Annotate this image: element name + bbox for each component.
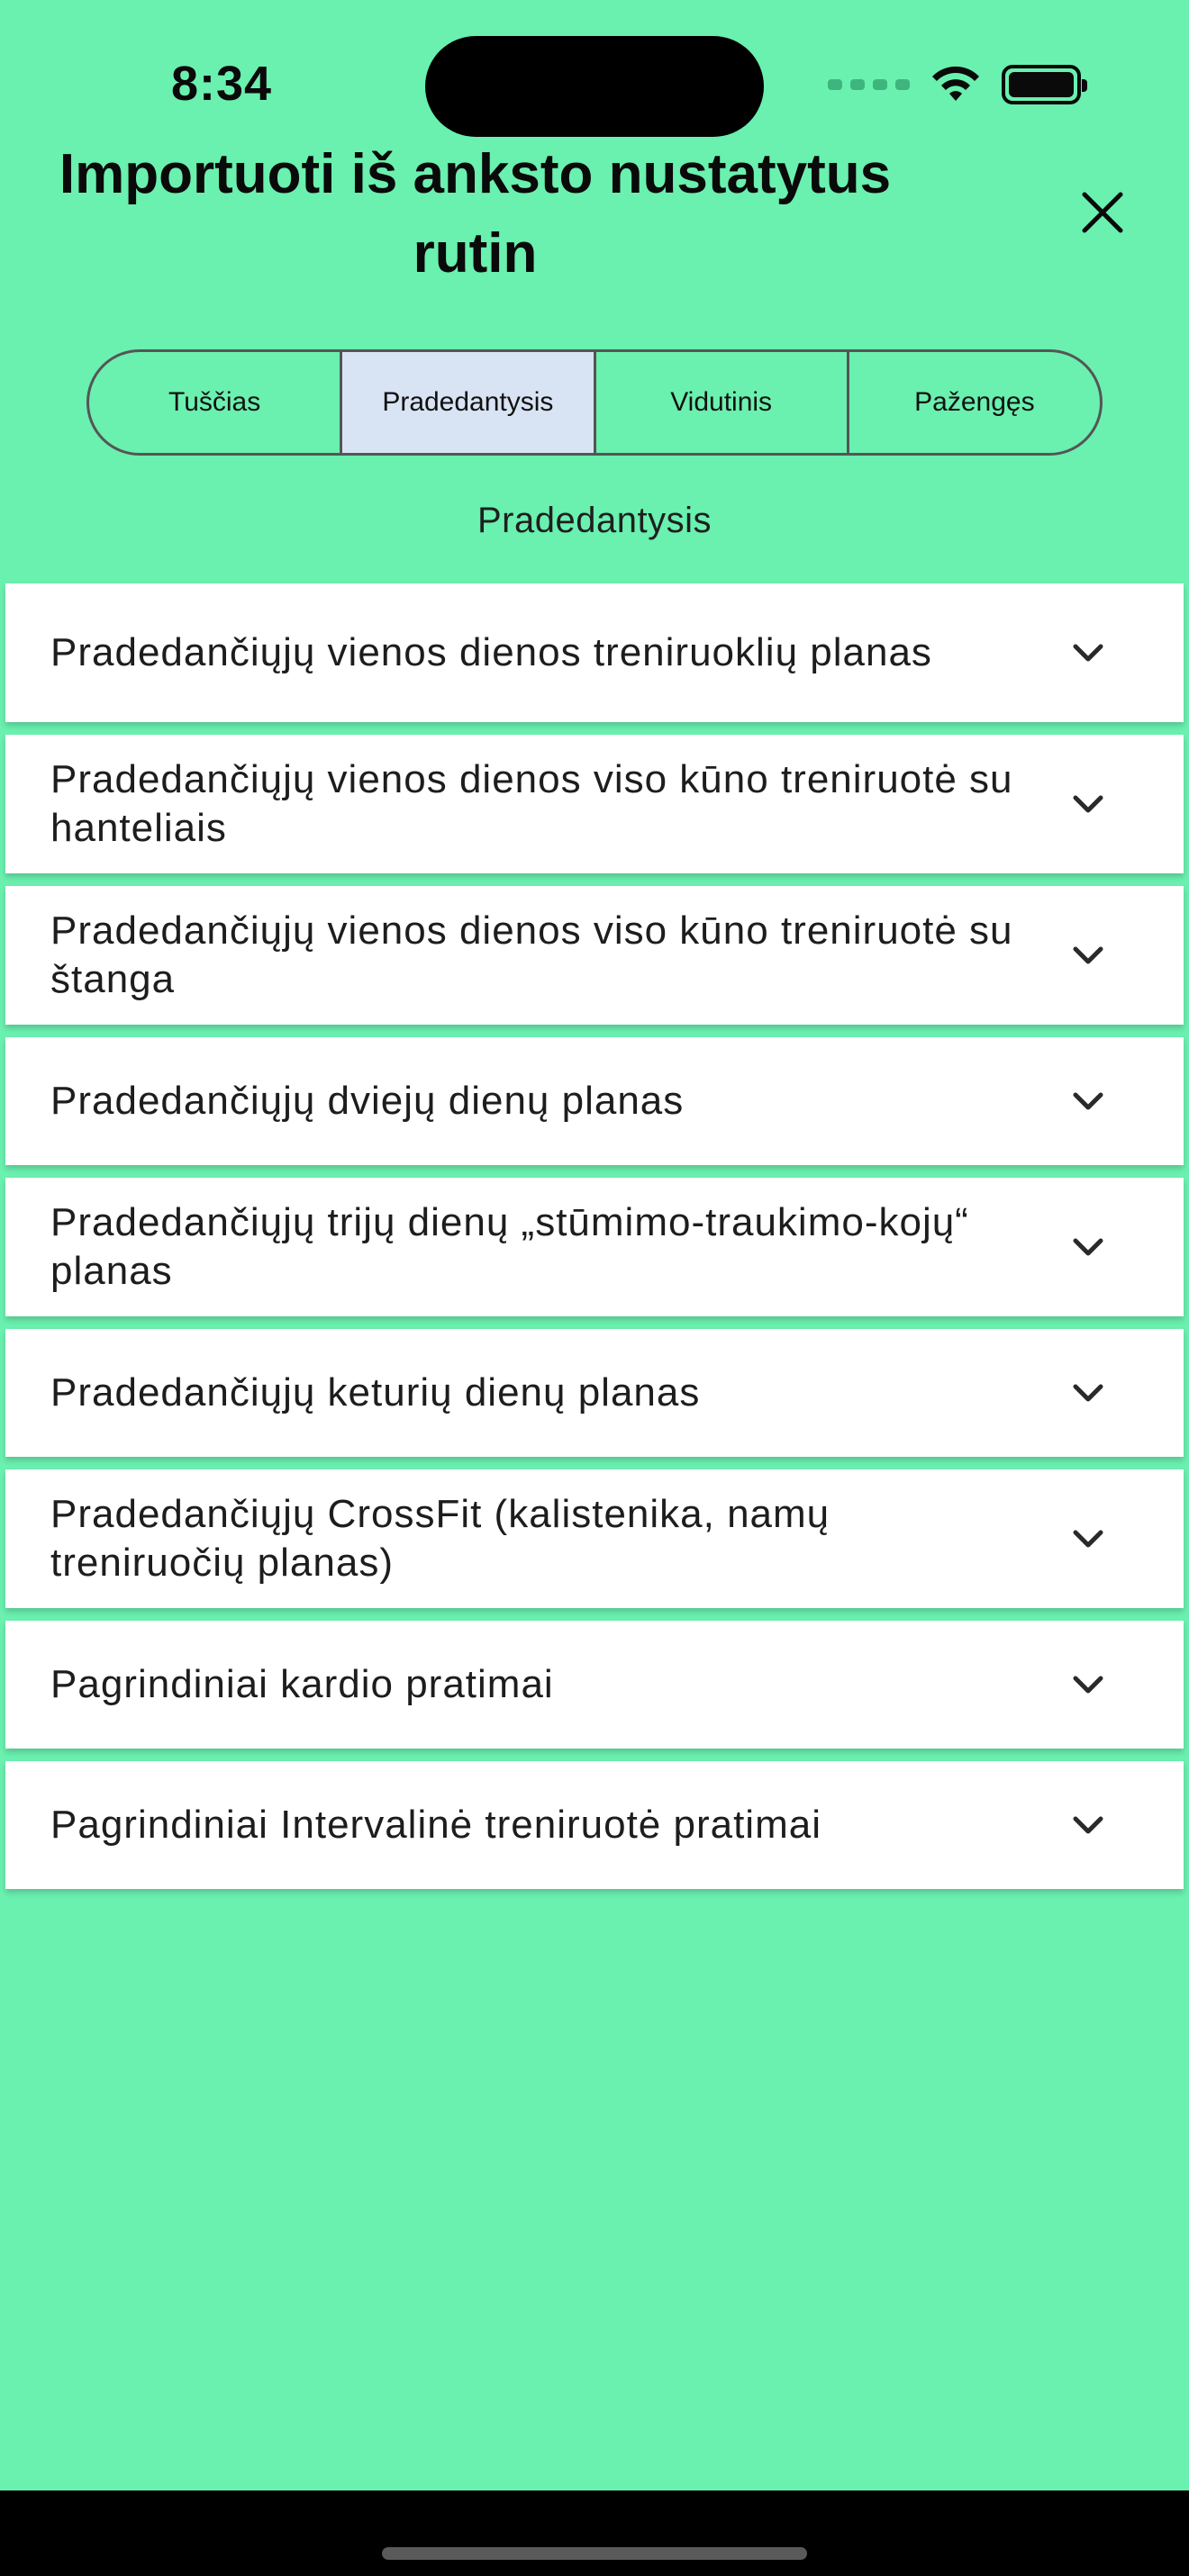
routine-item-label: Pradedančiųjų CrossFit (kalistenika, namų treniruočių planas) — [50, 1492, 830, 1585]
close-icon — [1081, 191, 1124, 234]
home-bar-area — [0, 2490, 1189, 2576]
chevron-down-icon[interactable] — [1070, 1667, 1106, 1703]
status-icons — [828, 65, 1081, 104]
routine-item-label: Pradedančiųjų dviejų dienų planas — [50, 1079, 685, 1123]
routine-item-label: Pradedančiųjų keturių dienų planas — [50, 1370, 701, 1415]
section-label: Pradedantysis — [477, 501, 712, 540]
page-title: Importuoti iš anksto nustatytus rutin — [59, 143, 892, 285]
chevron-down-icon[interactable] — [1070, 786, 1106, 822]
routine-item-label: Pradedančiųjų vienos dienos treniruoklių planas — [50, 630, 932, 674]
routine-item[interactable] — [5, 1329, 1184, 1457]
tab-empty[interactable]: Tuščias — [89, 352, 342, 453]
routine-item[interactable] — [5, 735, 1184, 873]
dynamic-island — [425, 36, 764, 137]
tab-advanced[interactable]: Pažengęs — [914, 387, 1035, 417]
routine-item[interactable] — [5, 1621, 1184, 1749]
chevron-down-icon[interactable] — [1070, 1083, 1106, 1119]
tab-intermediate[interactable]: Vidutinis — [596, 352, 849, 453]
status-time: 8:34 — [171, 57, 273, 111]
chevron-down-icon[interactable] — [1070, 1375, 1106, 1411]
routine-item-label: Pagrindiniai Intervalinė treniruotė pratimai — [50, 1803, 821, 1847]
battery-icon — [1002, 65, 1081, 104]
chevron-down-icon[interactable] — [1070, 1807, 1106, 1843]
routine-item[interactable] — [5, 886, 1184, 1025]
routine-item[interactable] — [5, 1469, 1184, 1608]
routine-item-label: Pradedančiųjų vienos dienos viso kūno treniruotė su hanteliais — [50, 757, 1013, 850]
level-segmented-control — [86, 349, 1103, 456]
close-button[interactable] — [1070, 180, 1135, 245]
chevron-down-icon[interactable] — [1070, 937, 1106, 973]
chevron-down-icon[interactable] — [1070, 1521, 1106, 1557]
routine-item[interactable] — [5, 1761, 1184, 1889]
routine-item[interactable] — [5, 1178, 1184, 1316]
tab-beginner[interactable]: Pradedantysis — [342, 352, 595, 453]
home-indicator[interactable] — [382, 2547, 807, 2560]
routine-item[interactable] — [5, 583, 1184, 722]
wifi-icon — [930, 65, 982, 104]
cellular-signal-icon — [828, 79, 910, 90]
chevron-down-icon[interactable] — [1070, 635, 1106, 671]
routine-item[interactable] — [5, 1037, 1184, 1165]
routine-item-label: Pagrindiniai kardio pratimai — [50, 1662, 554, 1706]
routine-item-label: Pradedančiųjų trijų dienų „stūmimo-traukimo-kojų“ planas — [50, 1200, 969, 1293]
routine-item-label: Pradedančiųjų vienos dienos viso kūno treniruotė su štanga — [50, 908, 1013, 1001]
chevron-down-icon[interactable] — [1070, 1229, 1106, 1265]
